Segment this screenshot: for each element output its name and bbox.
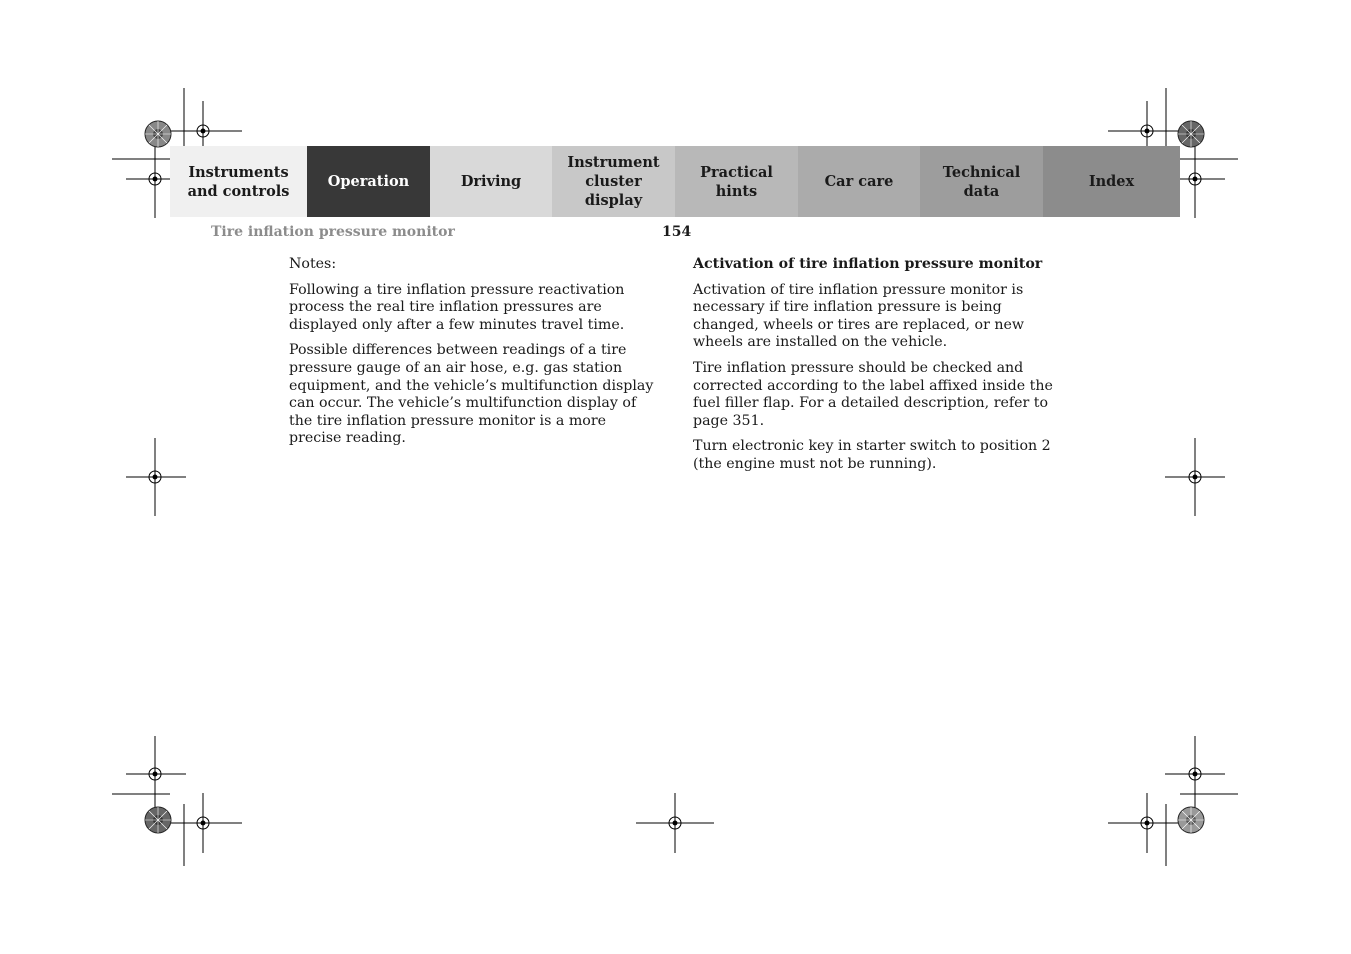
tab-index[interactable]: Index [1043, 146, 1180, 217]
page-number: 154 [662, 224, 692, 240]
tab-practical-hints[interactable]: Practical hints [675, 146, 798, 217]
left-column [289, 256, 661, 456]
tab-operation[interactable]: Operation [307, 146, 430, 217]
section-heading: Activation of tire inflation pressure monitor [693, 256, 1043, 272]
tab-technical-data[interactable]: Technical data [920, 146, 1043, 217]
tab-instruments-and-controls[interactable]: Instruments and controls [170, 146, 307, 217]
notes-label: Notes: [289, 256, 337, 272]
activation-paragraph-1: Activation of tire inflation pressure monitor is necessary if tire inflation pressure is being changed, wheels or tires are replaced, or new wheels are installed on the vehicle. [693, 281, 1025, 351]
notes-paragraph-1: Following a tire inflation pressure reactivation process the real tire inflation pressures are displayed only after a few minutes travel time. [289, 281, 625, 333]
right-column [693, 256, 1065, 482]
activation-paragraph-3: Turn electronic key in starter switch to position 2 (the engine must not be running). [693, 438, 1051, 472]
section-title: Tire inflation pressure monitor [211, 224, 455, 240]
activation-paragraph-2: Tire inflation pressure should be checked and corrected according to the label affixed inside the fuel filler flap. For a detailed description, refer to page 351. [693, 359, 1053, 429]
tab-driving[interactable]: Driving [430, 146, 552, 217]
notes-paragraph-2: Possible differences between readings of a tire pressure gauge of an air hose, e.g. gas station equipment, and the vehicle’s multifunction display can occur. The vehicle’s multifunction display of the tire inflation pressure monitor is a more precise reading. [289, 342, 654, 447]
tab-instrument-cluster-display[interactable]: Instrument cluster display [552, 146, 675, 217]
tab-car-care[interactable]: Car care [798, 146, 920, 217]
section-tab-bar [170, 146, 1180, 217]
